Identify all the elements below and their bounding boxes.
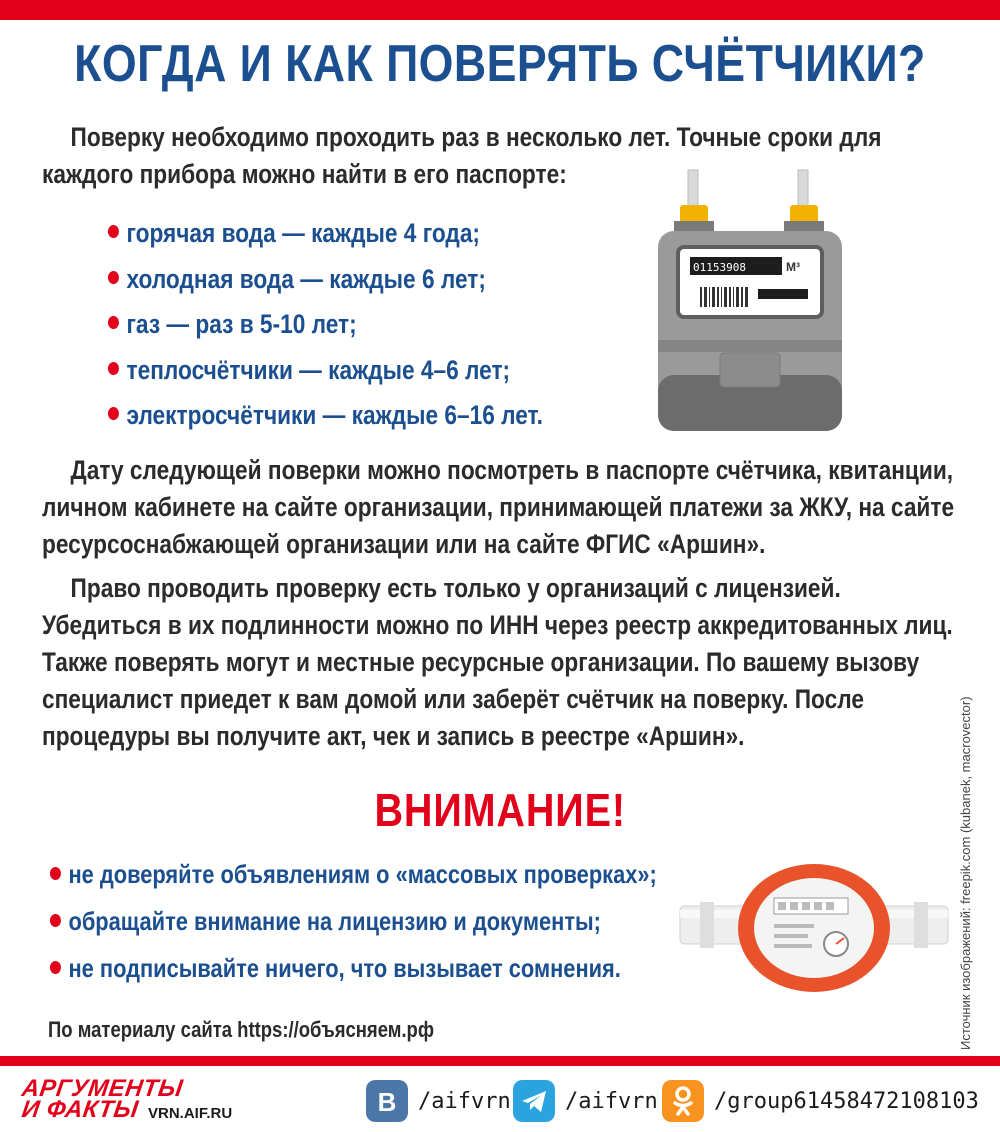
bullet-icon xyxy=(108,225,119,238)
bullet-icon xyxy=(50,914,61,927)
license-paragraph xyxy=(42,570,953,755)
svg-text:B: B xyxy=(377,1087,397,1117)
text-line: Дату следующей поверки можно посмотреть в паспорте счётчика, квитанции, xyxy=(70,455,954,485)
bullet-icon xyxy=(108,407,119,420)
list-item: не доверяйте объявлениям о «массовых проверках»; xyxy=(50,851,657,898)
telegram-link[interactable] xyxy=(513,1080,658,1122)
meter-reading: 01153908 xyxy=(693,261,746,274)
bullet-icon xyxy=(108,271,119,284)
source-note: По материалу сайта https://объясняем.рф xyxy=(48,1017,435,1042)
text-line: Право проводить проверку есть только у организаций с лицензией. xyxy=(70,573,841,603)
bullet-icon xyxy=(108,316,119,329)
aif-logo[interactable] xyxy=(20,1075,242,1128)
list-item: газ — раз в 5-10 лет; xyxy=(108,302,543,348)
list-item: электросчётчики — каждые 6–16 лет. xyxy=(108,393,543,439)
list-item: обращайте внимание на лицензию и документы; xyxy=(50,898,657,945)
bottom-red-bar xyxy=(0,1056,1000,1066)
ok-link[interactable] xyxy=(662,1080,979,1122)
list-item: горячая вода — каждые 4 года; xyxy=(108,211,543,257)
gas-meter-icon xyxy=(650,165,850,435)
page-title: КОГДА И КАК ПОВЕРЯТЬ СЧЁТЧИКИ? xyxy=(74,35,926,93)
intervals-list xyxy=(108,211,543,439)
bullet-icon xyxy=(50,867,61,880)
text-line: специалист приедет к вам домой или заберёт счётчик на поверку. После xyxy=(42,684,864,714)
vk-handle: /aifvrn xyxy=(418,1088,511,1114)
intro-line-1: Поверку необходимо проходить раз в несколько лет. Точные сроки для xyxy=(70,122,882,152)
water-meter-icon xyxy=(678,862,950,994)
warnings-list xyxy=(50,851,657,992)
top-red-bar xyxy=(0,0,1000,20)
text-line: Также поверять могут и местные ресурсные организации. По вашему вызову xyxy=(42,647,920,677)
ok-handle: /group61458472108103 xyxy=(714,1088,979,1114)
bullet-icon xyxy=(50,961,61,974)
bullet-icon xyxy=(108,362,119,375)
text-line: личном кабинете на сайте организации, принимающей платежи за ЖКУ, на сайте xyxy=(42,492,955,522)
intro-line-2: каждого прибора можно найти в его паспорте: xyxy=(42,159,567,189)
text-line: процедуры вы получите акт, чек и запись в реестре «Аршин». xyxy=(42,721,745,751)
verification-date-paragraph xyxy=(42,452,954,563)
image-credit: Источник изображений: freepik.com (kubanek, macrovector) xyxy=(958,696,973,1050)
vk-link[interactable] xyxy=(366,1080,511,1122)
logo-wordmark: АРГУМЕНТЫ И ФАКТЫ xyxy=(20,1075,185,1123)
list-item: не подписывайте ничего, что вызывает сомнения. xyxy=(50,945,657,992)
logo-site: VRN.AIF.RU xyxy=(148,1105,233,1122)
meter-unit: M³ xyxy=(786,260,800,274)
attention-heading: ВНИМАНИЕ! xyxy=(374,784,626,836)
text-line: Убедиться в их подлинности можно по ИНН через реестр аккредитованных лиц. xyxy=(42,610,953,640)
text-line: ресурсоснабжающей организации или на сайте ФГИС «Аршин». xyxy=(42,529,766,559)
list-item: холодная вода — каждые 6 лет; xyxy=(108,257,543,303)
odnoklassniki-icon xyxy=(662,1080,704,1122)
vk-icon xyxy=(366,1080,408,1122)
telegram-handle: /aifvrn xyxy=(565,1088,658,1114)
list-item: теплосчётчики — каждые 4–6 лет; xyxy=(108,348,543,394)
telegram-icon xyxy=(513,1080,555,1122)
